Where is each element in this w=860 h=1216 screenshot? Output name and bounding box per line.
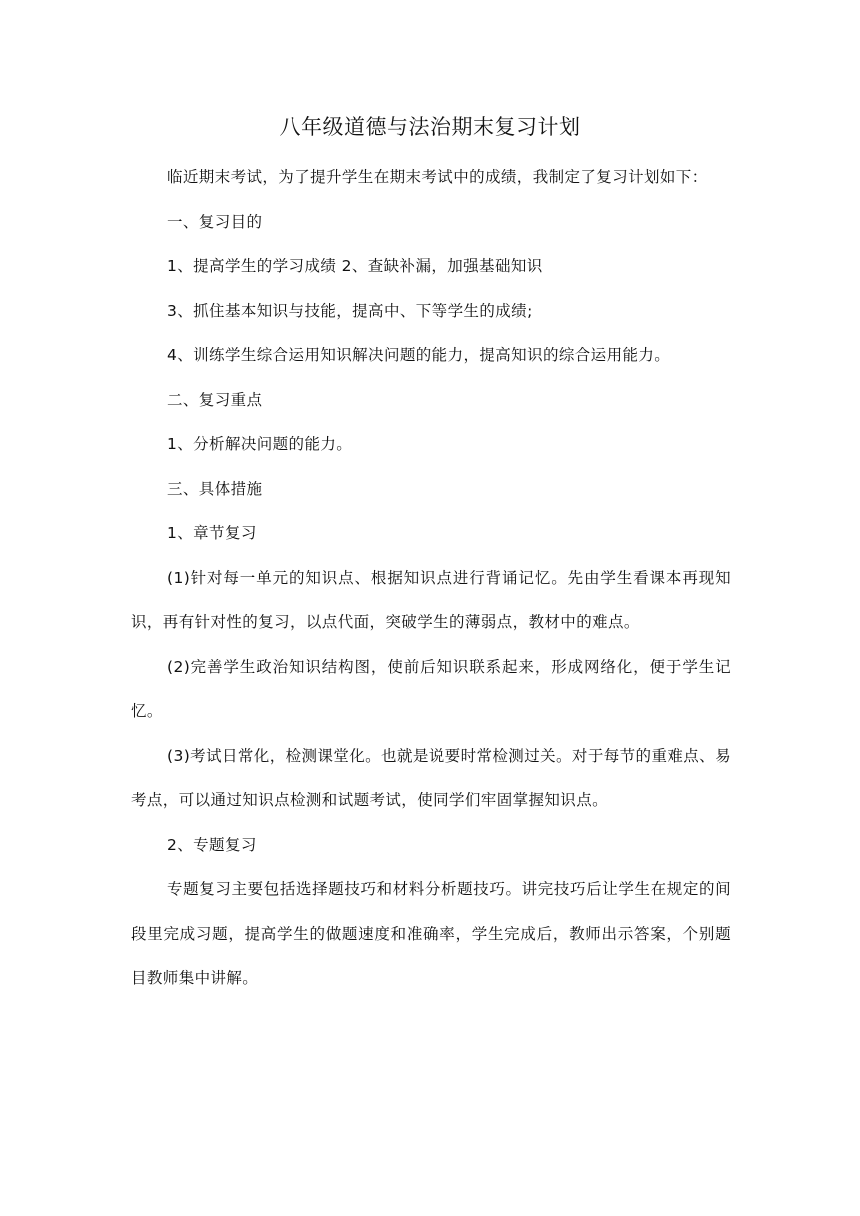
section-heading-review-focus: 二、复习重点 [167,390,263,409]
intro-paragraph: 临近期末考试，为了提升学生在期末考试中的成绩，我制定了复习计划如下： [167,168,708,186]
topic-review-paragraph: 专题复习主要包括选择题技巧和材料分析题技巧。讲完技巧后让学生在规定的间段里完成习题，提高学生的做题速度和准确率，学生完成后，教师出示答案，个别题目教师集中讲解。 [131,880,731,987]
purpose-item-4: 4、训练学生综合运用知识解决问题的能力，提高知识的综合运用能力。 [167,346,671,364]
chapter-review-point-2: (2)完善学生政治知识结构图，使前后知识联系起来，形成网络化，便于学生记忆。 [131,657,731,720]
purpose-item-3: 3、抓住基本知识与技能，提高中、下等学生的成绩; [167,301,533,320]
subheading-chapter-review: 1、章节复习 [167,524,257,542]
section-heading-measures: 三、具体措施 [167,479,263,498]
focus-item-1: 1、分析解决问题的能力。 [167,435,353,453]
subheading-topic-review: 2、专题复习 [167,835,257,854]
section-heading-review-purpose: 一、复习目的 [167,212,263,231]
purpose-item-1-2: 1、提高学生的学习成绩 2、查缺补漏，加强基础知识 [167,257,543,275]
document-title: 八年级道德与法治期末复习计划 [279,115,581,139]
document-body [131,155,731,1001]
chapter-review-point-3: (3)考试日常化，检测课堂化。也就是说要时常检测过关。对于每节的重难点、易考点，可以通过知识点检测和试题考试，使同学们牢固掌握知识点。 [131,746,731,809]
chapter-review-point-1: (1)针对每一单元的知识点、根据知识点进行背诵记忆。先由学生看课本再现知识，再有针对性的复习，以点代面，突破学生的薄弱点，教材中的难点。 [131,568,731,631]
